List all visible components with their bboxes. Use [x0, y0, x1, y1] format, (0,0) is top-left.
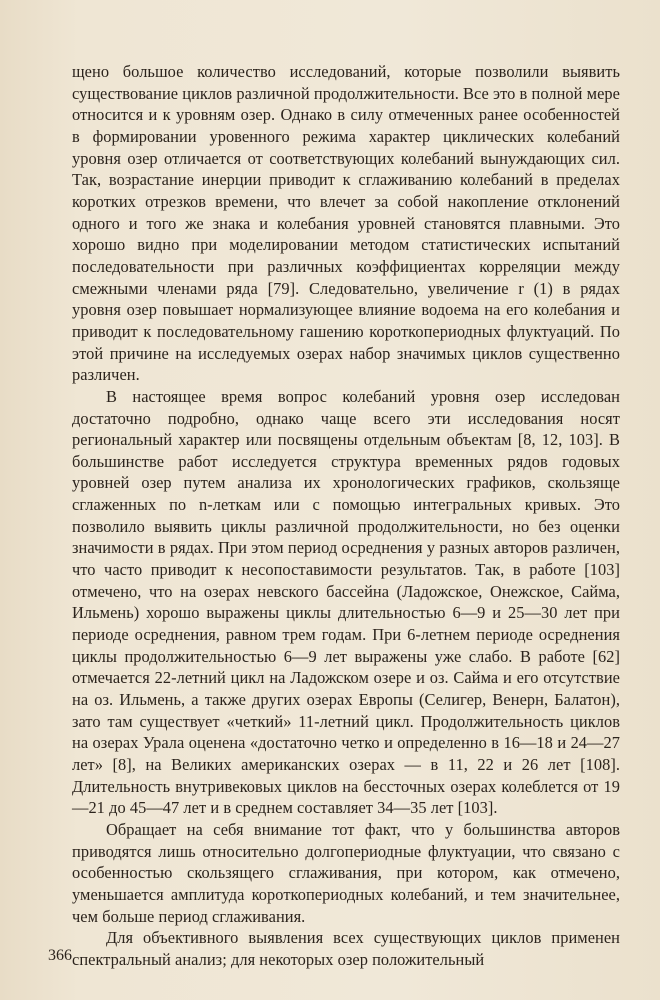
paragraph-3: Обращает на себя внимание тот факт, что у большинства авторов приводятся лишь относительно долгопериодные флуктуации, что связано с особенностью скользящего сглаживания, при котором, как отмечено, уменьшается амплитуда короткопериодных колебаний, и тем значительнее, чем больше период сглаживания.: [72, 819, 620, 926]
page-number: 366: [48, 947, 72, 964]
body-text: [72, 61, 620, 971]
paragraph-2: В настоящее время вопрос колебаний уровня озер исследован достаточно подробно, однако чаще всего эти исследования носят региональный характер или посвящены отдельным объектам [8, 12, 103]. В большинстве работ исследуется структура временных рядов годовых уровней озер путем анализа их хронологических графиков, скользяще сглаженных по n-леткам или с помощью интегральных кривых. Это позволило выявить циклы различной продолжительности, но без оценки значимости в рядах. При этом период осреднения у разных авторов различен, что часто приводит к несопоставимости результатов. Так, в работе [103] отмечено, что на озерах невского бассейна (Ладожское, Онежское, Сайма, Ильмень) хорошо выражены циклы длительностью 6—9 и 25—30 лет при периоде осреднения, равном трем годам. При 6-летнем периоде осреднения циклы продолжительностью 6—9 лет выражены уже слабо. В работе [62] отмечается 22-летний цикл на Ладожском озере и оз. Сайма и его отсутствие на оз. Ильмень, а также других озерах Европы (Селигер, Венерн, Балатон), зато там существует «четкий» 11-летний цикл. Продолжительность циклов на озерах Урала оценена «достаточно четко и определенно в 16—18 и 24—27 лет» [8], на Великих американских озерах — в 11, 22 и 26 лет [108]. Длительность внутривековых циклов на бессточных озерах колеблется от 19—21 до 45—47 лет и в среднем составляет 34—35 лет [103].: [72, 386, 620, 818]
paragraph-1: щено большое количество исследований, которые позволили выявить существование циклов различной продолжительности. Все это в полной мере относится и к уровням озер. Однако в силу отмеченных ранее особенностей в формировании уровенного режима характер циклических колебаний уровня озер отличается от соответствующих колебаний вынуждающих сил. Так, возрастание инерции приводит к сглаживанию колебаний в пределах коротких отрезков времени, что влечет за собой накопление отклонений одного и того же знака и колебания уровней становятся плавными. Это хорошо видно при моделировании методом статистических испытаний последовательности при различных коэффициентах корреляции между смежными членами ряда [79]. Следовательно, увеличение r (1) в рядах уровня озер повышает нормализующее влияние водоема на его колебания и приводит к последовательному гашению короткопериодных флуктуаций. По этой причине на исследуемых озерах набор значимых циклов существенно различен.: [72, 62, 620, 385]
paragraph-4: Для объективного выявления всех существующих циклов применен спектральный анализ; для некоторых озер положительный: [72, 928, 620, 969]
